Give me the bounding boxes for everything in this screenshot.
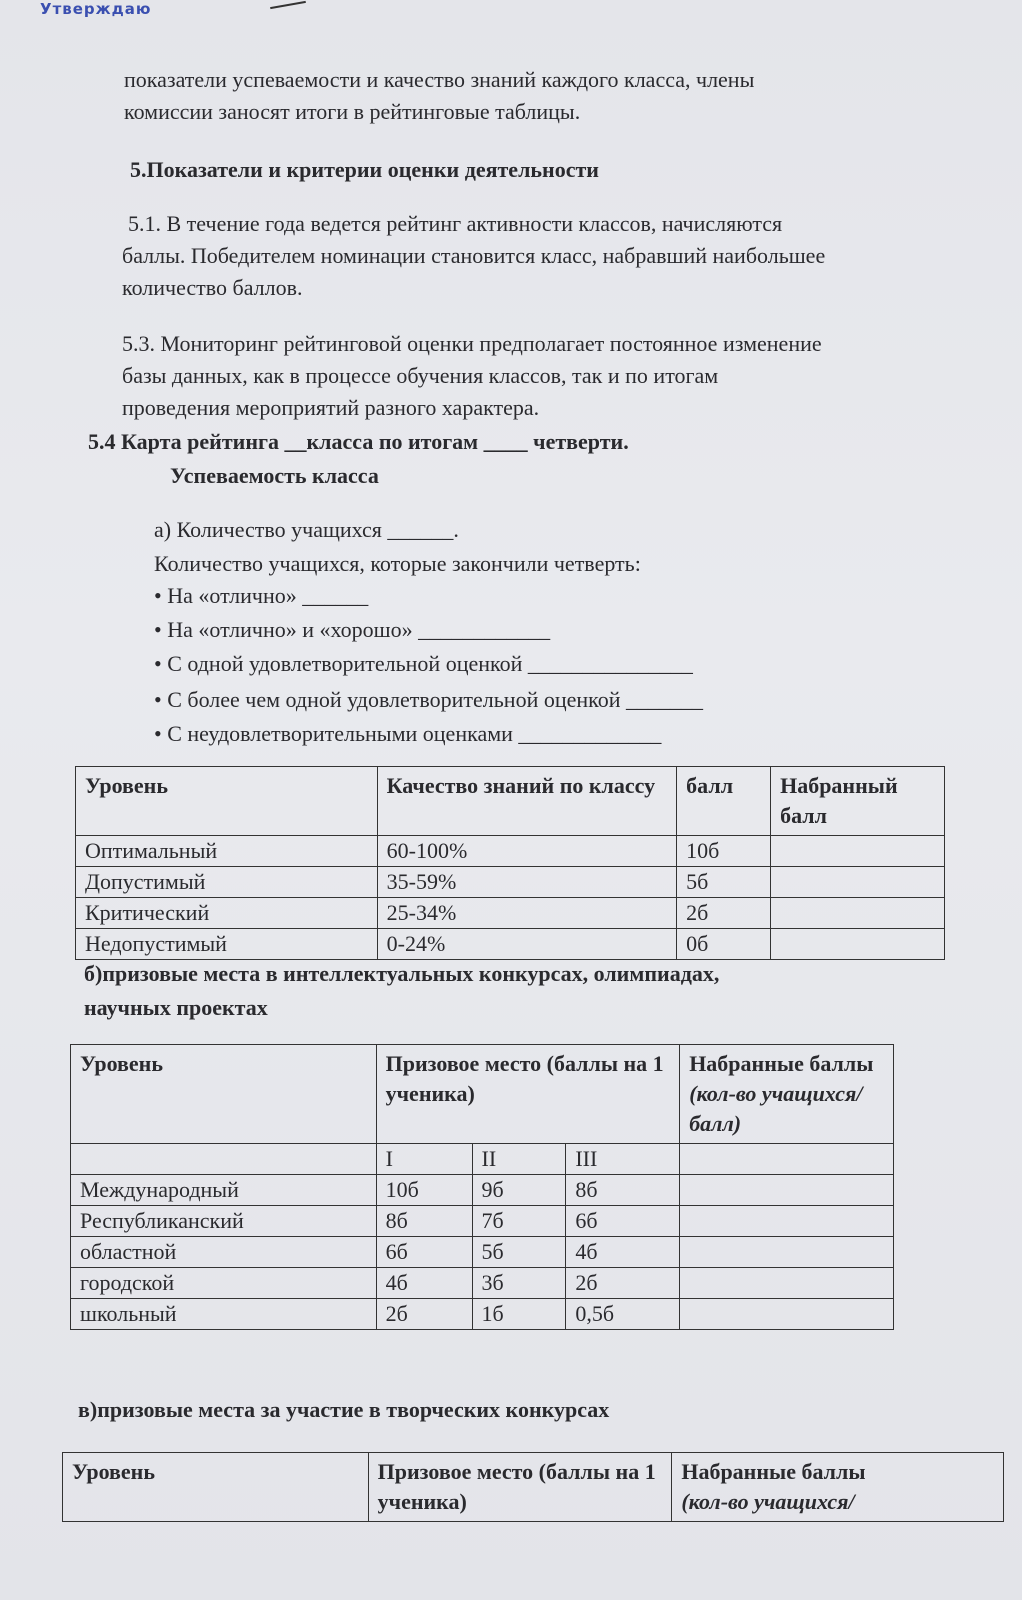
cell-place-3: 8б [566,1175,680,1206]
cell-level: областной [71,1237,377,1268]
cell-level: Недопустимый [76,929,378,960]
section-5-heading: 5.Показатели и критерии оценки деятельности [130,157,599,182]
table-row [76,867,945,898]
col-header-prize-place: Призовое место (баллы на 1 ученика) [368,1453,672,1522]
col-header-prize-place: Призовое место (баллы на 1 ученика) [376,1045,680,1144]
cell-scored [680,1299,894,1330]
cell-score: 10б [677,836,771,867]
col-header-level: Уровень [71,1045,377,1144]
student-count-line: а) Количество учащихся ______. [154,517,459,542]
table-row [71,1299,894,1330]
cell-place-2: 1б [472,1299,566,1330]
p53-line-3: проведения мероприятий разного характера. [122,395,540,420]
cell-place-3: 0,5б [566,1299,680,1330]
cell-quality: 25-34% [377,898,677,929]
cell-scored [771,898,945,929]
table-row [71,1237,894,1268]
cell-score: 2б [677,898,771,929]
col-header-scored: Набранный балл [771,767,945,836]
signature-mark [270,1,306,9]
bullet-unsatisfactory: • С неудовлетворительными оценками _____________ [154,721,662,746]
col-header-level: Уровень [63,1453,369,1522]
olympiad-prizes-table [70,1044,894,1330]
table-row [71,1206,894,1237]
cell-level: Критический [76,898,378,929]
p51-line-1: 5.1. В течение года ведется рейтинг активности классов, начисляются [128,211,783,236]
intro-line-2: комиссии заносят итоги в рейтинговые таблицы. [124,99,581,124]
cell-scored [680,1237,894,1268]
cell-place-1: 4б [376,1268,472,1299]
section-v-heading: в)призовые места за участие в творческих конкурсах [78,1397,610,1422]
stamp-text: Утверждаю [40,0,152,18]
place-2-header: II [472,1144,566,1175]
cell-place-2: 5б [472,1237,566,1268]
table-row [71,1175,894,1206]
table-header-row [71,1045,894,1144]
cell-scored [680,1175,894,1206]
cell-scored [771,867,945,898]
col-header-scored [672,1453,1004,1522]
progress-subheading: Успеваемость класса [170,463,379,488]
col-header-scored [680,1045,894,1144]
cell-scored [771,929,945,960]
cell-place-3: 6б [566,1206,680,1237]
cell-level: Оптимальный [76,836,378,867]
approval-stamp [40,0,240,22]
knowledge-quality-table [75,766,945,960]
cell-place-2: 7б [472,1206,566,1237]
cell-place-2: 3б [472,1268,566,1299]
table-row [76,836,945,867]
cell-level: Допустимый [76,867,378,898]
cell-quality: 0-24% [377,929,677,960]
bullet-excellent-good: • На «отлично» и «хорошо» ____________ [154,617,551,642]
scored-label: Набранные баллы [681,1459,866,1484]
col-header-level: Уровень [76,767,378,836]
p51-line-3: количество баллов. [122,275,303,300]
table-row [71,1268,894,1299]
cell-level: городской [71,1268,377,1299]
scored-note: (кол-во учащихся/ [681,1489,855,1514]
cell-level: Республиканский [71,1206,377,1237]
cell-place-1: 6б [376,1237,472,1268]
cell-scored [680,1268,894,1299]
p53-line-2: базы данных, как в процессе обучения классов, так и по итогам [122,363,719,388]
creative-prizes-table [62,1452,1004,1522]
table-header-row [63,1453,1004,1522]
cell-place-1: 8б [376,1206,472,1237]
scored-label: Набранные баллы [689,1051,874,1076]
cell-quality: 60-100% [377,836,677,867]
cell-place-1: 2б [376,1299,472,1330]
bullet-excellent: • На «отлично» ______ [154,583,369,608]
table-row [76,929,945,960]
cell-score: 5б [677,867,771,898]
place-3-header: III [566,1144,680,1175]
cell-place-3: 4б [566,1237,680,1268]
cell-scored [771,836,945,867]
p51-line-2: баллы. Победителем номинации становится класс, набравший наибольшее [122,243,826,268]
empty-cell [71,1144,377,1175]
intro-line-1: показатели успеваемости и качество знаний каждого класса, члены [124,67,755,92]
table-row [76,898,945,929]
col-header-score: балл [677,767,771,836]
section-b-heading-1: б)призовые места в интеллектуальных конкурсах, олимпиадах, [84,961,720,986]
scored-note: (кол-во учащихся/ балл) [689,1081,863,1136]
places-row [71,1144,894,1175]
table-header-row [76,767,945,836]
cell-quality: 35-59% [377,867,677,898]
bullet-many-satisfactory: • С более чем одной удовлетворительной оценкой _______ [154,687,704,712]
place-1-header: I [376,1144,472,1175]
p54-heading: 5.4 Карта рейтинга __класса по итогам ____ четверти. [88,429,629,454]
section-b-heading-2: научных проектах [84,995,268,1020]
col-header-quality: Качество знаний по классу [377,767,677,836]
cell-level: Международный [71,1175,377,1206]
cell-place-3: 2б [566,1268,680,1299]
cell-scored [680,1206,894,1237]
p53-line-1: 5.3. Мониторинг рейтинговой оценки предполагает постоянное изменение [122,331,822,356]
cell-place-2: 9б [472,1175,566,1206]
finished-quarter-line: Количество учащихся, которые закончили четверть: [154,551,641,576]
empty-cell [680,1144,894,1175]
bullet-one-satisfactory: • С одной удовлетворительной оценкой _______________ [154,651,693,676]
cell-level: школьный [71,1299,377,1330]
cell-place-1: 10б [376,1175,472,1206]
cell-score: 0б [677,929,771,960]
